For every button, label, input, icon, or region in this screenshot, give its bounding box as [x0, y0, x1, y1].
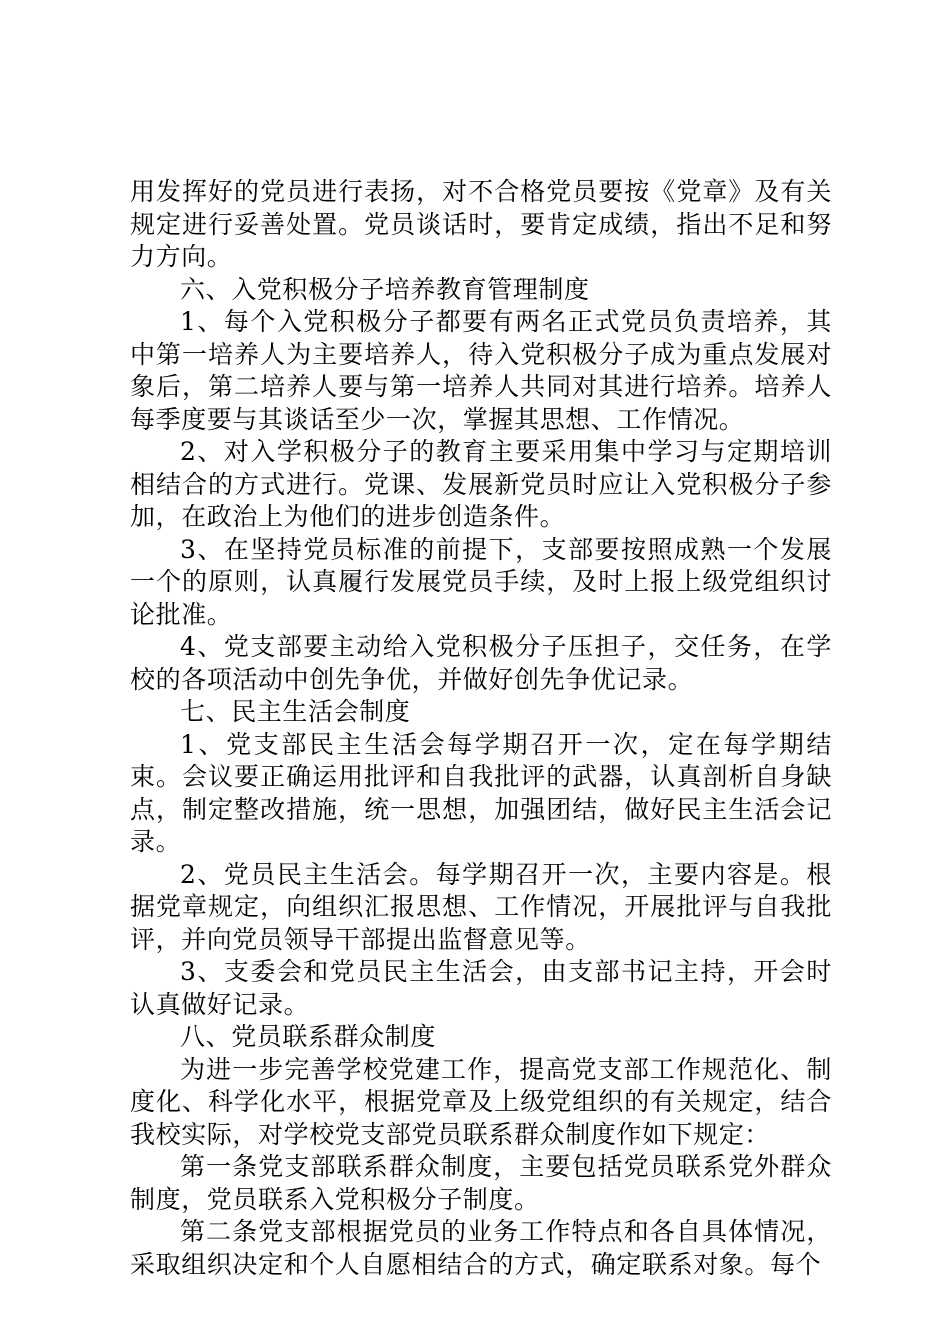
document-body — [130, 176, 832, 1281]
paragraph-6-1: 1、每个入党积极分子都要有两名正式党员负责培养，其中第一培养人为主要培养人，待入党积极分子成为重点发展对象后，第二培养人要与第一培养人共同对其进行培养。培养人每季度要与其谈话至少一次，掌握其思想、工作情况。 — [130, 307, 832, 434]
paragraph-6-4: 4、党支部要主动给入党积极分子压担子，交任务，在学校的各项活动中创先争优，并做好创先争优记录。 — [130, 632, 832, 694]
paragraph-7-2: 2、党员民主生活会。每学期召开一次，主要内容是。根据党章规定，向组织汇报思想、工作情况，开展批评与自我批评，并向党员领导干部提出监督意见等。 — [130, 859, 832, 954]
paragraph-6-3: 3、在坚持党员标准的前提下，支部要按照成熟一个发展一个的原则，认真履行发展党员手续，及时上报上级党组织讨论批准。 — [130, 534, 832, 629]
section-heading-7: 七、民主生活会制度 — [180, 697, 411, 726]
paragraph-continuation: 用发挥好的党员进行表扬，对不合格党员要按《党章》及有关规定进行妥善处置。党员谈话时，要肯定成绩，指出不足和努力方向。 — [130, 177, 832, 271]
section-heading-8: 八、党员联系群众制度 — [180, 1022, 437, 1051]
paragraph-8-article-1: 第一条党支部联系群众制度，主要包括党员联系党外群众制度，党员联系入党积极分子制度。 — [130, 1152, 832, 1214]
paragraph-8-intro: 为进一步完善学校党建工作，提高党支部工作规范化、制度化、科学化水平，根据党章及上级党组织的有关规定，结合我校实际，对学校党支部党员联系群众制度作如下规定： — [130, 1054, 832, 1149]
paragraph-8-article-2: 第二条党支部根据党员的业务工作特点和各自具体情况，采取组织决定和个人自愿相结合的方式，确定联系对象。每个 — [130, 1217, 832, 1279]
paragraph-7-3: 3、支委会和党员民主生活会，由支部书记主持，开会时认真做好记录。 — [130, 957, 832, 1019]
section-heading-6: 六、入党积极分子培养教育管理制度 — [180, 274, 590, 304]
paragraph-7-1: 1、党支部民主生活会每学期召开一次，定在每学期结束。会议要正确运用批评和自我批评的武器，认真剖析自身缺点，制定整改措施，统一思想，加强团结，做好民主生活会记录。 — [130, 729, 832, 856]
paragraph-6-2: 2、对入学积极分子的教育主要采用集中学习与定期培训相结合的方式进行。党课、发展新党员时应让入党积极分子参加，在政治上为他们的进步创造条件。 — [130, 437, 832, 531]
